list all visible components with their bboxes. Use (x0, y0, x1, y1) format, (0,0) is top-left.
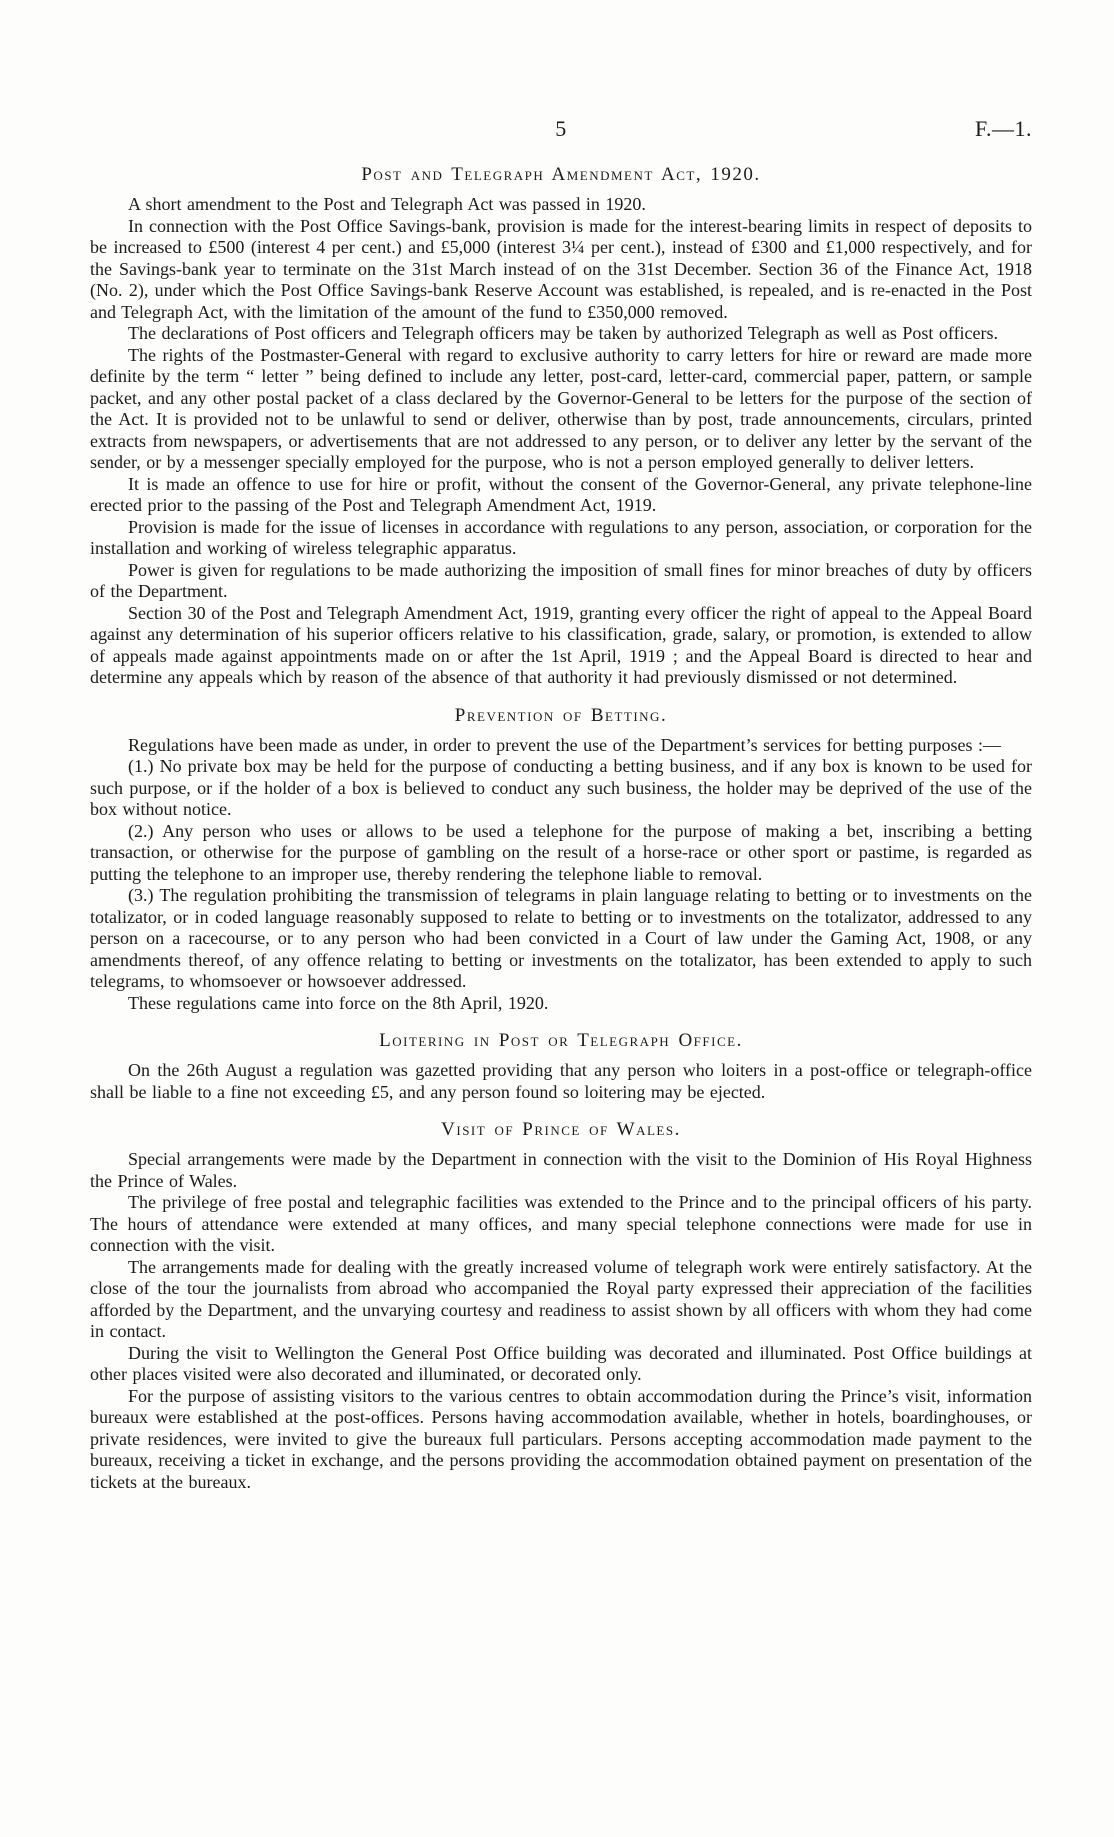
paragraph: Provision is made for the issue of licenses in accordance with regulations to any person, association, or corporation for the installation and working of wireless telegraphic apparatus. (90, 516, 1032, 558)
page-header (90, 116, 1032, 152)
section-heading: Prevention of Betting. (454, 704, 668, 726)
paragraph: Regulations have been made as under, in order to prevent the use of the Department’s services for betting purposes :— (128, 734, 1002, 755)
paragraph: During the visit to Wellington the General Post Office building was decorated and illuminated. Post Office buildings at other places visited were also decorated and illuminated, or decorated only. (90, 1342, 1032, 1384)
text-block (90, 116, 1032, 1493)
paragraph: The arrangements made for dealing with the greatly increased volume of telegraph work were entirely satisfactory. At the close of the tour the journalists from abroad who accompanied the Royal party expressed their appreciation of the facilities afforded by the Department, and the unvarying courtesy and readiness to assist shown by all officers with whom they had come in contact. (90, 1256, 1032, 1341)
paragraph: In connection with the Post Office Savings-bank, provision is made for the interest-bearing limits in respect of deposits to be increased to £500 (interest 4 per cent.) and £5,000 (interest 3¼ per cent.), instead of £300 and £1,000 respectively, and for the Savings-bank year to terminate on the 31st March instead of on the 31st December. Section 36 of the Finance Act, 1918 (No. 2), under which the Post Office Savings-bank Reserve Account was established, is repealed, and is re-enacted in the Post and Telegraph Act, with the limitation of the amount of the fund to £350,000 removed. (90, 215, 1032, 322)
paragraph: (2.) Any person who uses or allows to be used a telephone for the purpose of making a bet, inscribing a betting transaction, or otherwise for the purpose of gambling on the result of a horse-race or other sport or pastime, is regarded as putting the telephone to an improper use, thereby rendering the telephone liable to removal. (90, 820, 1032, 884)
paragraph: A short amendment to the Post and Telegraph Act was passed in 1920. (128, 194, 646, 214)
paragraph: Power is given for regulations to be made authorizing the imposition of small fines for minor breaches of duty by officers of the Department. (90, 559, 1032, 601)
paper-reference-code: F.—1. (975, 116, 1032, 141)
section-heading: Visit of Prince of Wales. (441, 1119, 681, 1140)
paragraph: Special arrangements were made by the Department in connection with the visit to the Dominion of His Royal Highness the Prince of Wales. (90, 1149, 1032, 1191)
paragraph: Section 30 of the Post and Telegraph Amendment Act, 1919, granting every officer the right of appeal to the Appeal Board against any determination of his superior officers relative to his classification, grade, salary, or promotion, is extended to allow of appeals made against appointments made on or after the 1st April, 1919 ; and the Appeal Board is directed to hear and determine any appeals which by reason of the absence of that authority it had previously dismissed or not determined. (90, 602, 1032, 687)
document-body (90, 164, 1032, 1493)
document-section (90, 164, 1032, 689)
paragraph: The rights of the Postmaster-General with regard to exclusive authority to carry letters for hire or reward are made more definite by the term “ letter ” being defined to include any letter, post-card, letter-card, commercial paper, pattern, or sample packet, and any other postal packet of a class declared by the Governor-General to be letters for the purpose of the section of the Act. It is provided not to be unlawful to send or deliver, otherwise than by post, trade announcements, circulars, printed extracts from newspapers, or advertisements that are not addressed to any person, or to deliver any letter by the servant of the sender, or by a messenger specially employed for the purpose, who is not a person employed generally to deliver letters. (90, 344, 1032, 472)
paragraph: On the 26th August a regulation was gazetted providing that any person who loiters in a post-office or telegraph-office shall be liable to a fine not exceeding £5, and any person found so loitering may be ejected. (90, 1060, 1032, 1102)
paragraph: (1.) No private box may be held for the purpose of conducting a betting business, and if any box is known to be used for such purpose, or if the holder of a box is believed to conduct any such business, the holder may be deprived of the use of the box without notice. (90, 756, 1032, 819)
paragraph: (3.) The regulation prohibiting the transmission of telegrams in plain language relating to betting or to investments on the totalizator, or in coded language reasonably supposed to relate to betting or to investments on the totalizator, addressed to any person on a racecourse, or to any person who had been convicted in a Court of law under the Gaming Act, 1908, or any amendments thereof, of any offence relating to betting or investments on the totalizator, has been extended to apply to such telegrams, to whomsoever or howsoever addressed. (90, 885, 1032, 991)
paragraph: It is made an offence to use for hire or profit, without the consent of the Governor-General, any private telephone-line erected prior to the passing of the Post and Telegraph Amendment Act, 1919. (90, 473, 1032, 515)
document-section (90, 1119, 1032, 1493)
paragraph: For the purpose of assisting visitors to the various centres to obtain accommodation during the Prince’s visit, information bureaux were established at the post-offices. Persons having accommodation available, whether in hotels, boardinghouses, or private residences, were invited to give the bureaux full particulars. Persons accepting accommodation made payment to the bureaux, receiving a ticket in exchange, and the persons providing the accommodation obtained payment on presentation of the tickets at the bureaux. (90, 1385, 1032, 1492)
paragraph: These regulations came into force on the 8th April, 1920. (128, 992, 549, 1013)
document-section (90, 1030, 1032, 1103)
page-number: 5 (555, 116, 567, 141)
section-heading: Post and Telegraph Amendment Act, 1920. (361, 164, 761, 185)
paragraph: The declarations of Post officers and Telegraph officers may be taken by authorized Telegraph as well as Post officers. (128, 323, 999, 343)
paragraph: The privilege of free postal and telegraphic facilities was extended to the Prince and to the principal officers of his party. The hours of attendance were extended at many offices, and many special telephone connections were made for use in connection with the visit. (90, 1192, 1032, 1255)
document-section (90, 705, 1032, 1015)
section-heading: Loitering in Post or Telegraph Office. (379, 1030, 743, 1051)
